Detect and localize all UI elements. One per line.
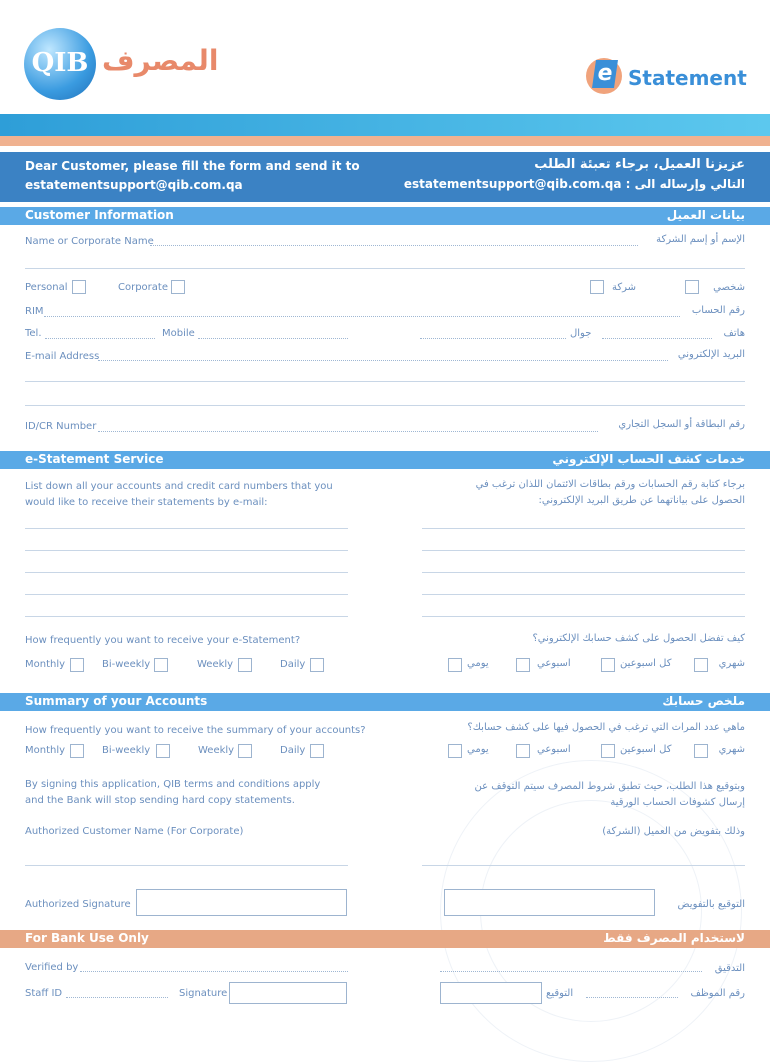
- option-weekly-en: Weekly: [198, 745, 235, 756]
- account-line-ar[interactable]: [422, 616, 745, 617]
- id-label-en: ID/CR Number: [25, 421, 97, 432]
- name-label-ar: الإسم أو إسم الشركة: [656, 234, 745, 245]
- id-label-ar: رقم البطاقة أو السجل التجاري: [618, 419, 745, 430]
- daily-checkbox-ar[interactable]: [448, 658, 462, 672]
- email-field-line3[interactable]: [25, 405, 745, 406]
- banner-en-line2: estatementsupport@qib.com.qa: [25, 178, 243, 192]
- summary-frequency-question-ar: ماهي عدد المرات التي ترغب في الحصول فيها على كشف حسابك؟: [467, 722, 745, 733]
- monthly-checkbox-ar[interactable]: [694, 658, 708, 672]
- personal-checkbox-ar[interactable]: [685, 280, 699, 294]
- name-label-en: Name or Corporate Name: [25, 236, 154, 247]
- daily-checkbox-en[interactable]: [310, 658, 324, 672]
- signature-label-ar: التوقيع: [546, 988, 574, 999]
- bank-arabic-name: المصرف: [102, 44, 219, 77]
- account-line-ar[interactable]: [422, 594, 745, 595]
- biweekly-checkbox-en[interactable]: [156, 744, 170, 758]
- estatement-frequency-question-en: How frequently you want to receive your e-Statement?: [25, 635, 301, 646]
- option-weekly-ar: اسبوعي: [537, 744, 571, 755]
- signature-label-en: Signature: [179, 988, 228, 999]
- verified-by-label-en: Verified by: [25, 962, 79, 973]
- terms-ar-2: إرسال كشوفات الحساب الورقية: [610, 797, 745, 808]
- staff-id-field-en[interactable]: [66, 997, 168, 998]
- authorized-name-label-ar: وذلك بتفويض من العميل (الشركة): [602, 826, 745, 837]
- instruction-banner: [0, 152, 770, 202]
- tel-field-ar[interactable]: [602, 338, 712, 339]
- section-title-en: For Bank Use Only: [25, 931, 149, 945]
- estatement-logo: [586, 58, 746, 98]
- corporate-checkbox-ar[interactable]: [590, 280, 604, 294]
- option-biweekly-en: Bi-weekly: [102, 659, 151, 670]
- account-line-ar[interactable]: [422, 550, 745, 551]
- accounts-desc-en-2: would like to receive their statements by e-mail:: [25, 497, 268, 508]
- email-label-en: E-mail Address: [25, 351, 100, 362]
- option-daily-ar: يومي: [467, 658, 489, 669]
- mobile-label-en: Mobile: [162, 328, 195, 339]
- account-line-en[interactable]: [25, 594, 348, 595]
- section-title-en: Summary of your Accounts: [25, 694, 208, 708]
- banner-ar-line2: التالي وإرساله الى : estatementsupport@qib.com.qa: [403, 177, 745, 191]
- mobile-field-ar[interactable]: [420, 338, 566, 339]
- section-title-en: Customer Information: [25, 208, 174, 222]
- account-line-en[interactable]: [25, 528, 348, 529]
- option-monthly-ar: شهري: [718, 744, 745, 755]
- name-field-line2[interactable]: [25, 268, 745, 269]
- corporate-label-ar: شركة: [612, 282, 637, 293]
- section-title-ar: خدمات كشف الحساب الإلكتروني: [552, 452, 745, 466]
- authorized-signature-box-ar[interactable]: [444, 889, 655, 916]
- corporate-label-en: Corporate: [118, 282, 168, 293]
- terms-en-1: By signing this application, QIB terms and conditions apply: [25, 779, 321, 790]
- rim-field[interactable]: [44, 316, 680, 317]
- mobile-field-en[interactable]: [198, 338, 348, 339]
- summary-frequency-question-en: How frequently you want to receive the summary of your accounts?: [25, 725, 366, 736]
- estatement-frequency-question-ar: كيف تفضل الحصول على كشف حسابك الإلكتروني؟: [532, 633, 745, 644]
- qib-logo: [24, 28, 96, 100]
- id-field[interactable]: [98, 431, 598, 432]
- personal-checkbox-en[interactable]: [72, 280, 86, 294]
- tel-label-en: Tel.: [25, 328, 42, 339]
- monthly-checkbox-ar[interactable]: [694, 744, 708, 758]
- name-field[interactable]: [150, 245, 638, 246]
- section-bank-use-only: [0, 930, 770, 948]
- estatement-logo-letter: e: [592, 60, 618, 88]
- terms-ar-1: وبتوقيع هذا الطلب، حيث تطبق شروط المصرف سيتم التوقف عن: [474, 781, 745, 792]
- authorized-name-label-en: Authorized Customer Name (For Corporate): [25, 826, 244, 837]
- terms-en-2: and the Bank will stop sending hard copy statements.: [25, 795, 295, 806]
- signature-box-en[interactable]: [229, 982, 347, 1004]
- section-title-en: e-Statement Service: [25, 452, 164, 466]
- rim-label-ar: رقم الحساب: [691, 305, 745, 316]
- option-biweekly-ar: كل اسبوعين: [620, 658, 672, 669]
- option-biweekly-ar: كل اسبوعين: [620, 744, 672, 755]
- email-label-ar: البريد الإلكتروني: [677, 349, 745, 360]
- tel-label-ar: هاتف: [723, 328, 745, 339]
- section-estatement-service: [0, 451, 770, 469]
- biweekly-checkbox-en[interactable]: [154, 658, 168, 672]
- accounts-desc-en-1: List down all your accounts and credit card numbers that you: [25, 481, 333, 492]
- authorized-name-field-ar[interactable]: [422, 865, 745, 866]
- staff-id-label-ar: رقم الموظف: [690, 988, 745, 999]
- section-customer-information: [0, 207, 770, 225]
- signature-box-ar[interactable]: [440, 982, 542, 1004]
- weekly-checkbox-en[interactable]: [238, 658, 252, 672]
- option-monthly-en: Monthly: [25, 745, 66, 756]
- account-line-en[interactable]: [25, 572, 348, 573]
- header-band-blue: [0, 114, 770, 136]
- header-band-orange: [0, 136, 770, 146]
- option-daily-en: Daily: [280, 659, 306, 670]
- option-daily-en: Daily: [280, 745, 306, 756]
- section-title-ar: لاستخدام المصرف فقط: [603, 931, 745, 945]
- account-line-en[interactable]: [25, 550, 348, 551]
- option-daily-ar: يومي: [467, 744, 489, 755]
- option-weekly-en: Weekly: [197, 659, 234, 670]
- monthly-checkbox-en[interactable]: [70, 658, 84, 672]
- personal-label-ar: شخصي: [713, 282, 745, 293]
- section-title-ar: بيانات العميل: [666, 208, 745, 222]
- section-summary-of-accounts: [0, 693, 770, 711]
- authorized-name-field-en[interactable]: [25, 865, 348, 866]
- accounts-desc-ar-1: برجاء كتابة رقم الحسابات ورقم بطاقات الائتمان اللذان ترغب في: [475, 479, 745, 490]
- authorized-signature-box-en[interactable]: [136, 889, 347, 916]
- account-line-ar[interactable]: [422, 528, 745, 529]
- estatement-logo-text: Statement: [628, 66, 747, 90]
- weekly-checkbox-ar[interactable]: [516, 744, 530, 758]
- monthly-checkbox-en[interactable]: [70, 744, 84, 758]
- mobile-label-ar: جوال: [570, 328, 592, 339]
- staff-id-label-en: Staff ID: [25, 988, 63, 999]
- weekly-checkbox-en[interactable]: [238, 744, 252, 758]
- verified-by-field-ar[interactable]: [440, 971, 702, 972]
- option-biweekly-en: Bi-weekly: [102, 745, 151, 756]
- banner-en-line1: Dear Customer, please fill the form and send it to: [25, 159, 360, 173]
- daily-checkbox-ar[interactable]: [448, 744, 462, 758]
- rim-label-en: RIM: [25, 306, 44, 317]
- option-monthly-ar: شهري: [718, 658, 745, 669]
- option-monthly-en: Monthly: [25, 659, 66, 670]
- corporate-checkbox-en[interactable]: [171, 280, 185, 294]
- biweekly-checkbox-ar[interactable]: [601, 744, 615, 758]
- verified-by-label-ar: التدقيق: [714, 963, 745, 974]
- biweekly-checkbox-ar[interactable]: [601, 658, 615, 672]
- staff-id-field-ar[interactable]: [586, 997, 678, 998]
- authorized-signature-label-en: Authorized Signature: [25, 899, 131, 910]
- banner-ar-line1: عزيزنا العميل، برجاء تعبئة الطلب: [534, 157, 745, 172]
- authorized-signature-label-ar: التوقيع بالتفويض: [677, 899, 745, 910]
- weekly-checkbox-ar[interactable]: [516, 658, 530, 672]
- personal-label-en: Personal: [25, 282, 68, 293]
- option-weekly-ar: اسبوعي: [537, 658, 571, 669]
- daily-checkbox-en[interactable]: [310, 744, 324, 758]
- email-field[interactable]: [98, 360, 668, 361]
- tel-field-en[interactable]: [45, 338, 155, 339]
- accounts-desc-ar-2: الحصول على بياناتهما عن طريق البريد الإلكتروني:: [538, 495, 745, 506]
- qib-logo-text: QIB: [31, 48, 89, 78]
- section-title-ar: ملخص حسابك: [662, 694, 745, 708]
- account-line-ar[interactable]: [422, 572, 745, 573]
- account-line-en[interactable]: [25, 616, 348, 617]
- email-field-line2[interactable]: [25, 381, 745, 382]
- verified-by-field-en[interactable]: [80, 971, 348, 972]
